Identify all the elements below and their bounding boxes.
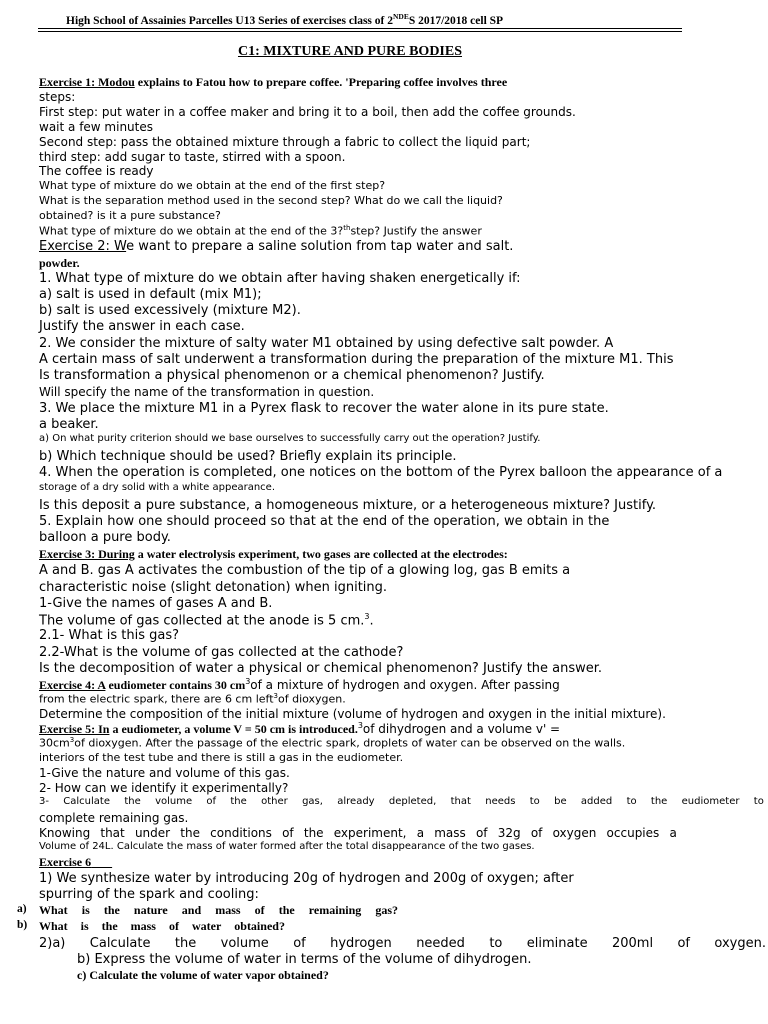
exercise-6-line: spurring of the spark and cooling: — [39, 887, 259, 902]
exercise-2-line: A certain mass of salt underwent a transformation during the preparation of the mixture M1. This — [39, 352, 674, 367]
exercise-6-line: 1) We synthesize water by introducing 20g of hydrogen and 200g of oxygen; after — [39, 871, 574, 886]
exercise-2-line: a) salt is used in default (mix M1); — [39, 287, 262, 302]
question-label-a: a) — [17, 903, 27, 915]
exercise-1-line: What is the separation method used in the second step? What do we call the liquid? — [39, 194, 503, 207]
page-title: C1: MIXTURE AND PURE BODIES — [237, 44, 463, 59]
document-header: High School of Assainies Parcelles U13 Series of exercises class of 2NDES 2017/2018 cell SP — [66, 12, 504, 27]
exercise-5-line: 2- How can we identify it experimentally? — [39, 781, 289, 795]
exercise-5-line: 1-Give the nature and volume of this gas. — [39, 766, 290, 780]
exercise-3-heading: Exercise 3: During a water electrolysis experiment, two gases are collected at the electrodes: — [39, 547, 508, 561]
exercise-2-line: Justify the answer in each case. — [39, 319, 245, 334]
header-rule — [38, 31, 682, 32]
exercise-1-line: First step: put water in a coffee maker and bring it to a boil, then add the coffee grounds. — [39, 105, 576, 119]
exercise-6-question-2b: b) Express the volume of water in terms of the volume of dihydrogen. — [77, 952, 532, 967]
exercise-5-line: complete remaining gas. — [39, 811, 189, 825]
exercise-1-line: obtained? is it a pure substance? — [39, 209, 221, 222]
exercise-2-line: Is transformation a physical phenomenon or a chemical phenomenon? Justify. — [39, 368, 545, 383]
exercise-4-heading: Exercise 4: A eudiometer contains 30 $cm^3of$ a mixture of hydrogen and oxygen. After passing — [39, 677, 560, 692]
exercise-1-line: wait a few minutes — [39, 120, 153, 134]
exercise-4-line: from the electric spark, there are 6 cm left$^3$of dioxygen. — [39, 692, 346, 706]
exercise-5-heading: Exercise 5: In a eudiometer, a volume V = 50 cm is introduced.$^3$of dihydrogen and a volume v' = — [39, 721, 561, 736]
header-rule — [38, 28, 682, 29]
exercise-2-line: 5. Explain how one should proceed so that at the end of the operation, we obtain in the — [39, 514, 610, 529]
exercise-6-question-2c: c) Calculate the volume of water vapor obtained? — [77, 968, 329, 982]
exercise-1-line: The coffee is ready — [39, 164, 154, 178]
exercise-4-line: Determine the composition of the initial mixture (volume of hydrogen and oxygen in the initial mixture). — [39, 707, 666, 721]
exercise-2-line: 4. When the operation is completed, one notices on the bottom of the Pyrex balloon the appearance of a — [39, 465, 723, 480]
exercise-5-line: 3- Calculate the volume of the other gas, already depleted, that needs to be added to the eudiometer to — [39, 796, 764, 807]
exercise-3-line: The volume of gas collected at the anode is 5 cm.$^3$. — [39, 612, 374, 629]
exercise-1-line: third step: add sugar to taste, stirred with a spoon. — [39, 150, 346, 164]
exercise-2-line: storage of a dry solid with a white appearance. — [39, 482, 276, 493]
exercise-2-line: b) Which technique should be used? Briefly explain its principle. — [39, 449, 457, 464]
exercise-1-line: What type of mixture do we obtain at the end of the 3?$^{th}$step? Justify the answer — [39, 224, 482, 238]
exercise-2-line: Is this deposit a pure substance, a homogeneous mixture, or a heterogeneous mixture? Justify. — [39, 498, 657, 513]
exercise-2-line: powder. — [39, 256, 80, 270]
exercise-3-line: Is the decomposition of water a physical or chemical phenomenon? Justify the answer. — [39, 661, 603, 676]
exercise-2-heading: Exercise 2: We want to prepare a saline solution from tap water and salt. — [39, 239, 514, 254]
exercise-3-line: A and B. gas A activates the combustion of the tip of a glowing log, gas B emits a — [39, 563, 571, 578]
exercise-3-line: 1-Give the names of gases A and B. — [39, 596, 273, 611]
exercise-1-line: steps: — [39, 90, 76, 104]
exercise-2-line: 2. We consider the mixture of salty water M1 obtained by using defective salt powder. A — [39, 336, 614, 351]
exercise-2-line: a) On what purity criterion should we base ourselves to successfully carry out the operation? Justify. — [39, 433, 541, 444]
exercise-3-line: 2.2-What is the volume of gas collected at the cathode? — [39, 645, 404, 660]
exercise-1-line: Second step: pass the obtained mixture through a fabric to collect the liquid part; — [39, 135, 531, 149]
exercise-6-question-2a: 2)a) Calculate the volume of hydrogen needed to eliminate 200ml of oxygen. — [39, 936, 766, 951]
exercise-1-heading: Exercise 1: Modou explains to Fatou how to prepare coffee. 'Preparing coffee involves three — [39, 75, 508, 89]
exercise-3-line: characteristic noise (slight detonation) when igniting. — [39, 580, 388, 595]
exercise-2-line: a beaker. — [39, 417, 99, 432]
exercise-5-line: $30cm^3of$ dioxygen. After the passage of the electric spark, droplets of water can be observed on the walls. — [39, 736, 626, 750]
exercise-6-question-a: What is the nature and mass of the remaining gas? — [39, 903, 398, 917]
question-label-b: b) — [17, 919, 28, 931]
exercise-2-line: 1. What type of mixture do we obtain after having shaken energetically if: — [39, 271, 521, 286]
exercise-2-line: b) salt is used excessively (mixture M2). — [39, 303, 301, 318]
exercise-5-line: interiors of the test tube and there is still a gas in the eudiometer. — [39, 751, 404, 764]
exercise-6-question-b: What is the mass of water obtained? — [39, 919, 285, 933]
exercise-2-line: balloon a pure body. — [39, 530, 171, 545]
exercise-3-line: 2.1- What is this gas? — [39, 628, 180, 643]
exercise-1-line: What type of mixture do we obtain at the end of the first step? — [39, 179, 386, 192]
exercise-5-line: Volume of 24L. Calculate the mass of water formed after the total disappearance of the two gases. — [39, 841, 535, 852]
exercise-5-line: Knowing that under the conditions of the experiment, a mass of 32g of oxygen occupies a — [39, 826, 677, 840]
exercise-6-heading: Exercise 6 — [39, 855, 92, 869]
exercise-2-line: 3. We place the mixture M1 in a Pyrex flask to recover the water alone in its pure state. — [39, 401, 609, 416]
exercise-2-line: Will specify the name of the transformation in question. — [39, 385, 375, 399]
